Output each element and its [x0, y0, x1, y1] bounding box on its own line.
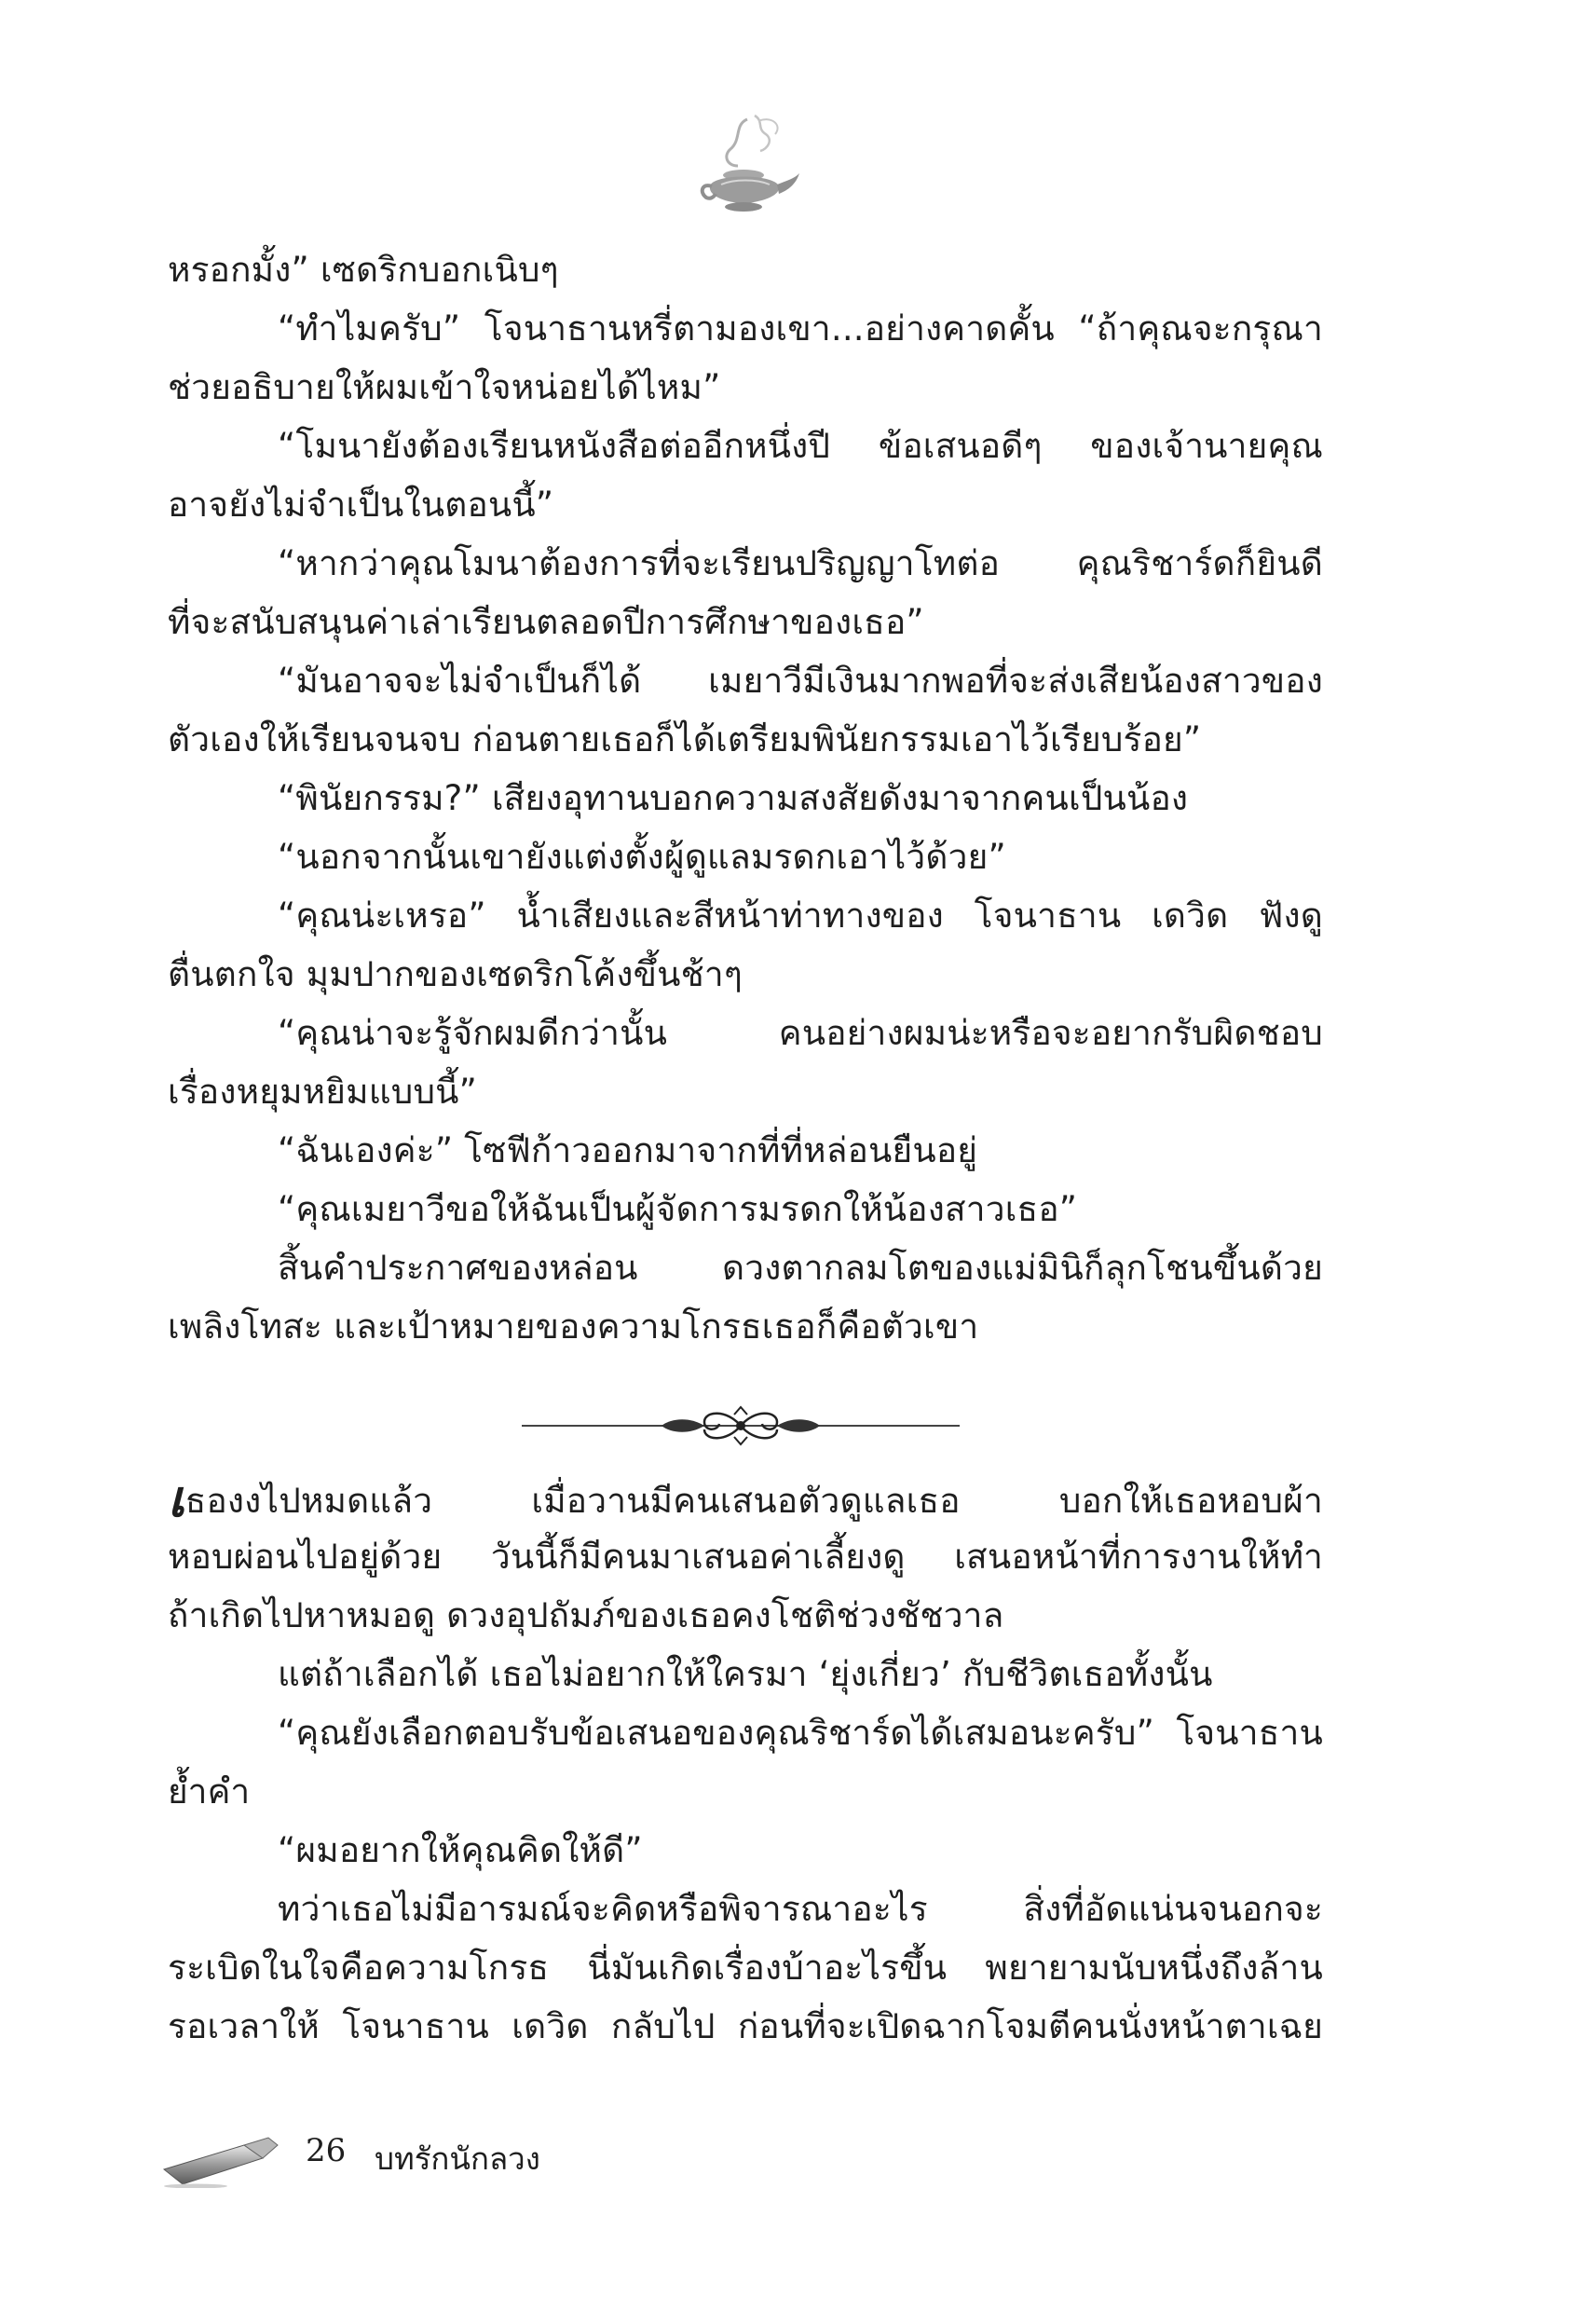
text-line: ตัวเองให้เรียนจนจบ ก่อนตายเธอก็ได้เตรียมพินัยกรรมเอาไว้เรียบร้อย” [168, 719, 1202, 759]
text-line: ตื่นตกใจ มุมปากของเซดริกโค้งขึ้นช้าๆ [168, 954, 743, 994]
book-title: บทรักนักลวง [375, 2140, 540, 2177]
text-line: “มันอาจจะไม่จำเป็นก็ได้ เมยาวีมีเงินมากพอที่จะส่งเสียน้องสาวของ [278, 661, 1323, 701]
text-line: “โมนายังต้องเรียนหนังสือต่ออีกหนึ่งปี ข้อเสนอดีๆ ของเจ้านายคุณ [278, 426, 1323, 466]
text-line: อาจยังไม่จำเป็นในตอนนี้” [168, 485, 554, 525]
text-line: “คุณยังเลือกตอบรับข้อเสนอของคุณริชาร์ดได้เสมอนะครับ” โจนาธาน [278, 1713, 1323, 1753]
text-line: รอเวลาให้ โจนาธาน เดวิด กลับไป ก่อนที่จะเปิดฉากโจมตีคนนั่งหน้าตาเฉย [168, 2006, 1323, 2046]
text-line: หอบผ่อนไปอยู่ด้วย วันนี้ก็มีคนมาเสนอค่าเลี้ยงดู เสนอหน้าที่การงานให้ทำ [168, 1537, 1323, 1577]
text-line: ถ้าเกิดไปหาหมอดู ดวงอุปถัมภ์ของเธอคงโชติช่วงชัชวาล [168, 1595, 1004, 1635]
text-line: สิ้นคำประกาศของหล่อน ดวงตากลมโตของแม่มินิก็ลุกโชนขึ้นด้วย [278, 1248, 1323, 1288]
text-line: ที่จะสนับสนุนค่าเล่าเรียนตลอดปีการศึกษาของเธอ” [168, 602, 924, 642]
text-line: ทว่าเธอไม่มีอารมณ์จะคิดหรือพิจารณาอะไร สิ่งที่อัดแน่นจนอกจะ [278, 1889, 1323, 1929]
text-line: “พินัยกรรม?” เสียงอุทานบอกความสงสัยดังมาจากคนเป็นน้อง [278, 778, 1189, 818]
text-line: “ผมอยากให้คุณคิดให้ดี” [278, 1830, 643, 1870]
text-line: แต่ถ้าเลือกได้ เธอไม่อยากให้ใครมา ‘ยุ่งเกี่ยว’ กับชีวิตเธอทั้งนั้น [278, 1654, 1213, 1694]
text-line: ระเบิดในใจคือความโกรธ นี่มันเกิดเรื่องบ้าอะไรขึ้น พยายามนับหนึ่งถึงล้าน [168, 1948, 1323, 1988]
text-line: “นอกจากนั้นเขายังแต่งตั้งผู้ดูแลมรดกเอาไว้ด้วย” [278, 837, 1006, 877]
text-line: เพลิงโทสะ และเป้าหมายของความโกรธเธอก็คือตัวเขา [168, 1306, 979, 1347]
text-line-rest: ธองงไปหมดแล้ว เมื่อวานมีคนเสนอตัวดูแลเธอ บอกให้เธอหอบผ้า [184, 1481, 1323, 1521]
text-line: “คุณน่ะเหรอ” น้ำเสียงและสีหน้าท่าทางของ โจนาธาน เดวิด ฟังดู [278, 896, 1323, 936]
page-footer [158, 2125, 717, 2190]
text-line: ช่วยอธิบายให้ผมเข้าใจหน่อยได้ไหม” [168, 367, 721, 407]
text-line: “ทำไมครับ” โจนาธานหรี่ตามองเขา...อย่างคาดคั้น “ถ้าคุณจะกรุณา [278, 308, 1323, 349]
text-line-dropcap [168, 1470, 1323, 1526]
magic-lamp-icon [689, 112, 801, 214]
text-line: “ฉันเองค่ะ” โซฟีก้าวออกมาจากที่ที่หล่อนยืนอยู่ [278, 1130, 978, 1170]
text-line: “หากว่าคุณโมนาต้องการที่จะเรียนปริญญาโทต่อ คุณริชาร์ดก็ยินดี [278, 543, 1323, 583]
text-line: หรอกมั้ง” เซดริกบอกเนิบๆ [168, 250, 559, 290]
page-number: 26 [306, 2132, 347, 2169]
text-line: ย้ำคำ [168, 1771, 251, 1812]
text-line: “คุณเมยาวีขอให้ฉันเป็นผู้จัดการมรดกให้น้องสาวเธอ” [278, 1189, 1078, 1229]
text-line: เรื่องหยุมหยิมแบบนี้” [168, 1072, 478, 1112]
ornament-scroll-icon [522, 1398, 960, 1454]
drop-cap: เ [168, 1469, 185, 1528]
text-line: “คุณน่าจะรู้จักผมดีกว่านั้น คนอย่างผมน่ะหรือจะอยากรับผิดชอบ [278, 1013, 1323, 1053]
usb-drive-icon [158, 2132, 280, 2188]
